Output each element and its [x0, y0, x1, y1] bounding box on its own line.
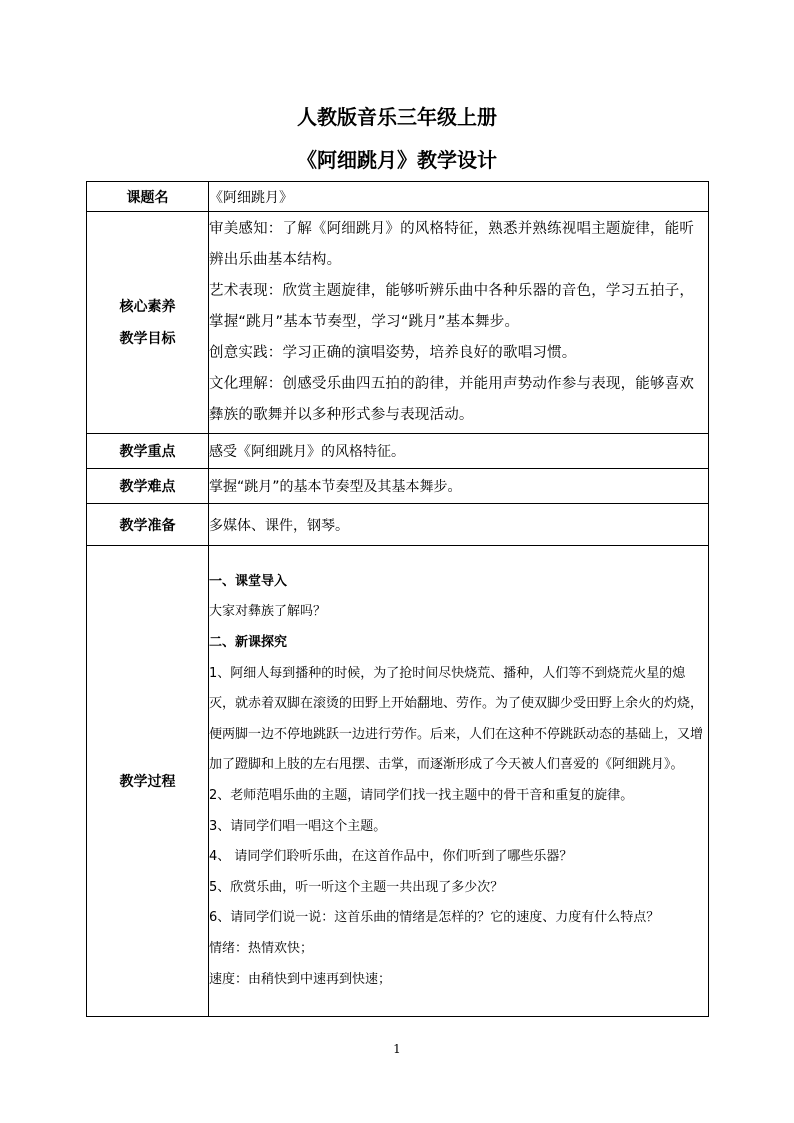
goals-content	[209, 212, 709, 434]
difficulties-value: 掌握“跳月”的基本节奏型及其基本舞步。	[209, 469, 709, 504]
process-item: 大家对彝族了解吗？	[209, 604, 327, 620]
row-preparation	[87, 504, 709, 546]
goal-expression: 艺术表现：欣赏主题旋律，能够听辨乐曲中各种乐器的音色，学习五拍子，掌握“跳月”基本节奏型，学习“跳月”基本舞步。	[209, 283, 695, 330]
difficulties-label: 教学难点	[87, 469, 209, 504]
process-section-intro: 一、课堂导入	[209, 573, 288, 589]
row-difficulties	[87, 469, 709, 504]
topic-label: 课题名	[87, 182, 209, 212]
process-item: 速度：由稍快到中速再到快速；	[209, 971, 392, 987]
process-content	[209, 546, 709, 1017]
goals-label-line1: 核心素养	[119, 298, 176, 315]
goal-culture: 文化理解：创感受乐曲四五拍的韵律，并能用声势动作参与表现，能够喜欢彝族的歌舞并以多种形式参与表现活动。	[209, 376, 695, 423]
row-key-points	[87, 434, 709, 469]
page-number: 1	[393, 1042, 401, 1056]
preparation-value: 多媒体、课件，钢琴。	[209, 504, 709, 546]
process-item: 2、老师范唱乐曲的主题，请同学们找一找主题中的骨干音和重复的旋律。	[209, 788, 634, 803]
process-item: 1、阿细人每到播种的时候，为了抢时间尽快烧荒、播种，人们等不到烧荒火星的熄灭，就赤着双脚在滚烫的田野上开始翻地、劳作。为了使双脚少受田野上余火的灼烧，便两脚一边不停地跳跃一边进行劳作。后来，人们在这种不停跳跃动态的基础上，又增加了蹬脚和上肢的左右甩摆、击掌，而逐渐形成了今天被人们喜爱的《阿细跳月》。	[209, 665, 704, 773]
process-item: 情绪：热情欢快；	[209, 940, 314, 956]
row-topic	[87, 182, 709, 212]
preparation-label: 教学准备	[87, 504, 209, 546]
goals-label-line2: 教学目标	[119, 330, 176, 347]
process-label: 教学过程	[87, 546, 209, 1017]
key-points-label: 教学重点	[87, 434, 209, 469]
process-item: 6、请同学们说一说：这首乐曲的情绪是怎样的？它的速度、力度有什么特点？	[209, 910, 660, 926]
document-title: 人教版音乐三年级上册	[297, 105, 497, 129]
topic-value: 《阿细跳月》	[209, 182, 709, 212]
row-goals	[87, 212, 709, 434]
process-item: 3、请同学们唱一唱这个主题。	[209, 818, 387, 834]
key-points-value: 感受《阿细跳月》的风格特征。	[209, 434, 709, 469]
goals-label	[87, 212, 209, 434]
row-process	[87, 546, 709, 1017]
goal-creative: 创意实践：学习正确的演唱姿势，培养良好的歌唱习惯。	[209, 345, 577, 361]
process-section-explore: 二、新课探究	[209, 635, 288, 651]
goal-aesthetic: 审美感知：了解《阿细跳月》的风格特征，熟悉并熟练视唱主题旋律，能听辨出乐曲基本结构。	[209, 221, 695, 268]
lesson-plan-table	[86, 181, 709, 1017]
process-item: 5、欣赏乐曲，听一听这个主题一共出现了多少次？	[209, 879, 504, 895]
process-item: 4、 请同学们聆听乐曲，在这首作品中，你们听到了哪些乐器？	[209, 849, 573, 865]
document-subtitle: 《阿细跳月》教学设计	[297, 148, 497, 172]
